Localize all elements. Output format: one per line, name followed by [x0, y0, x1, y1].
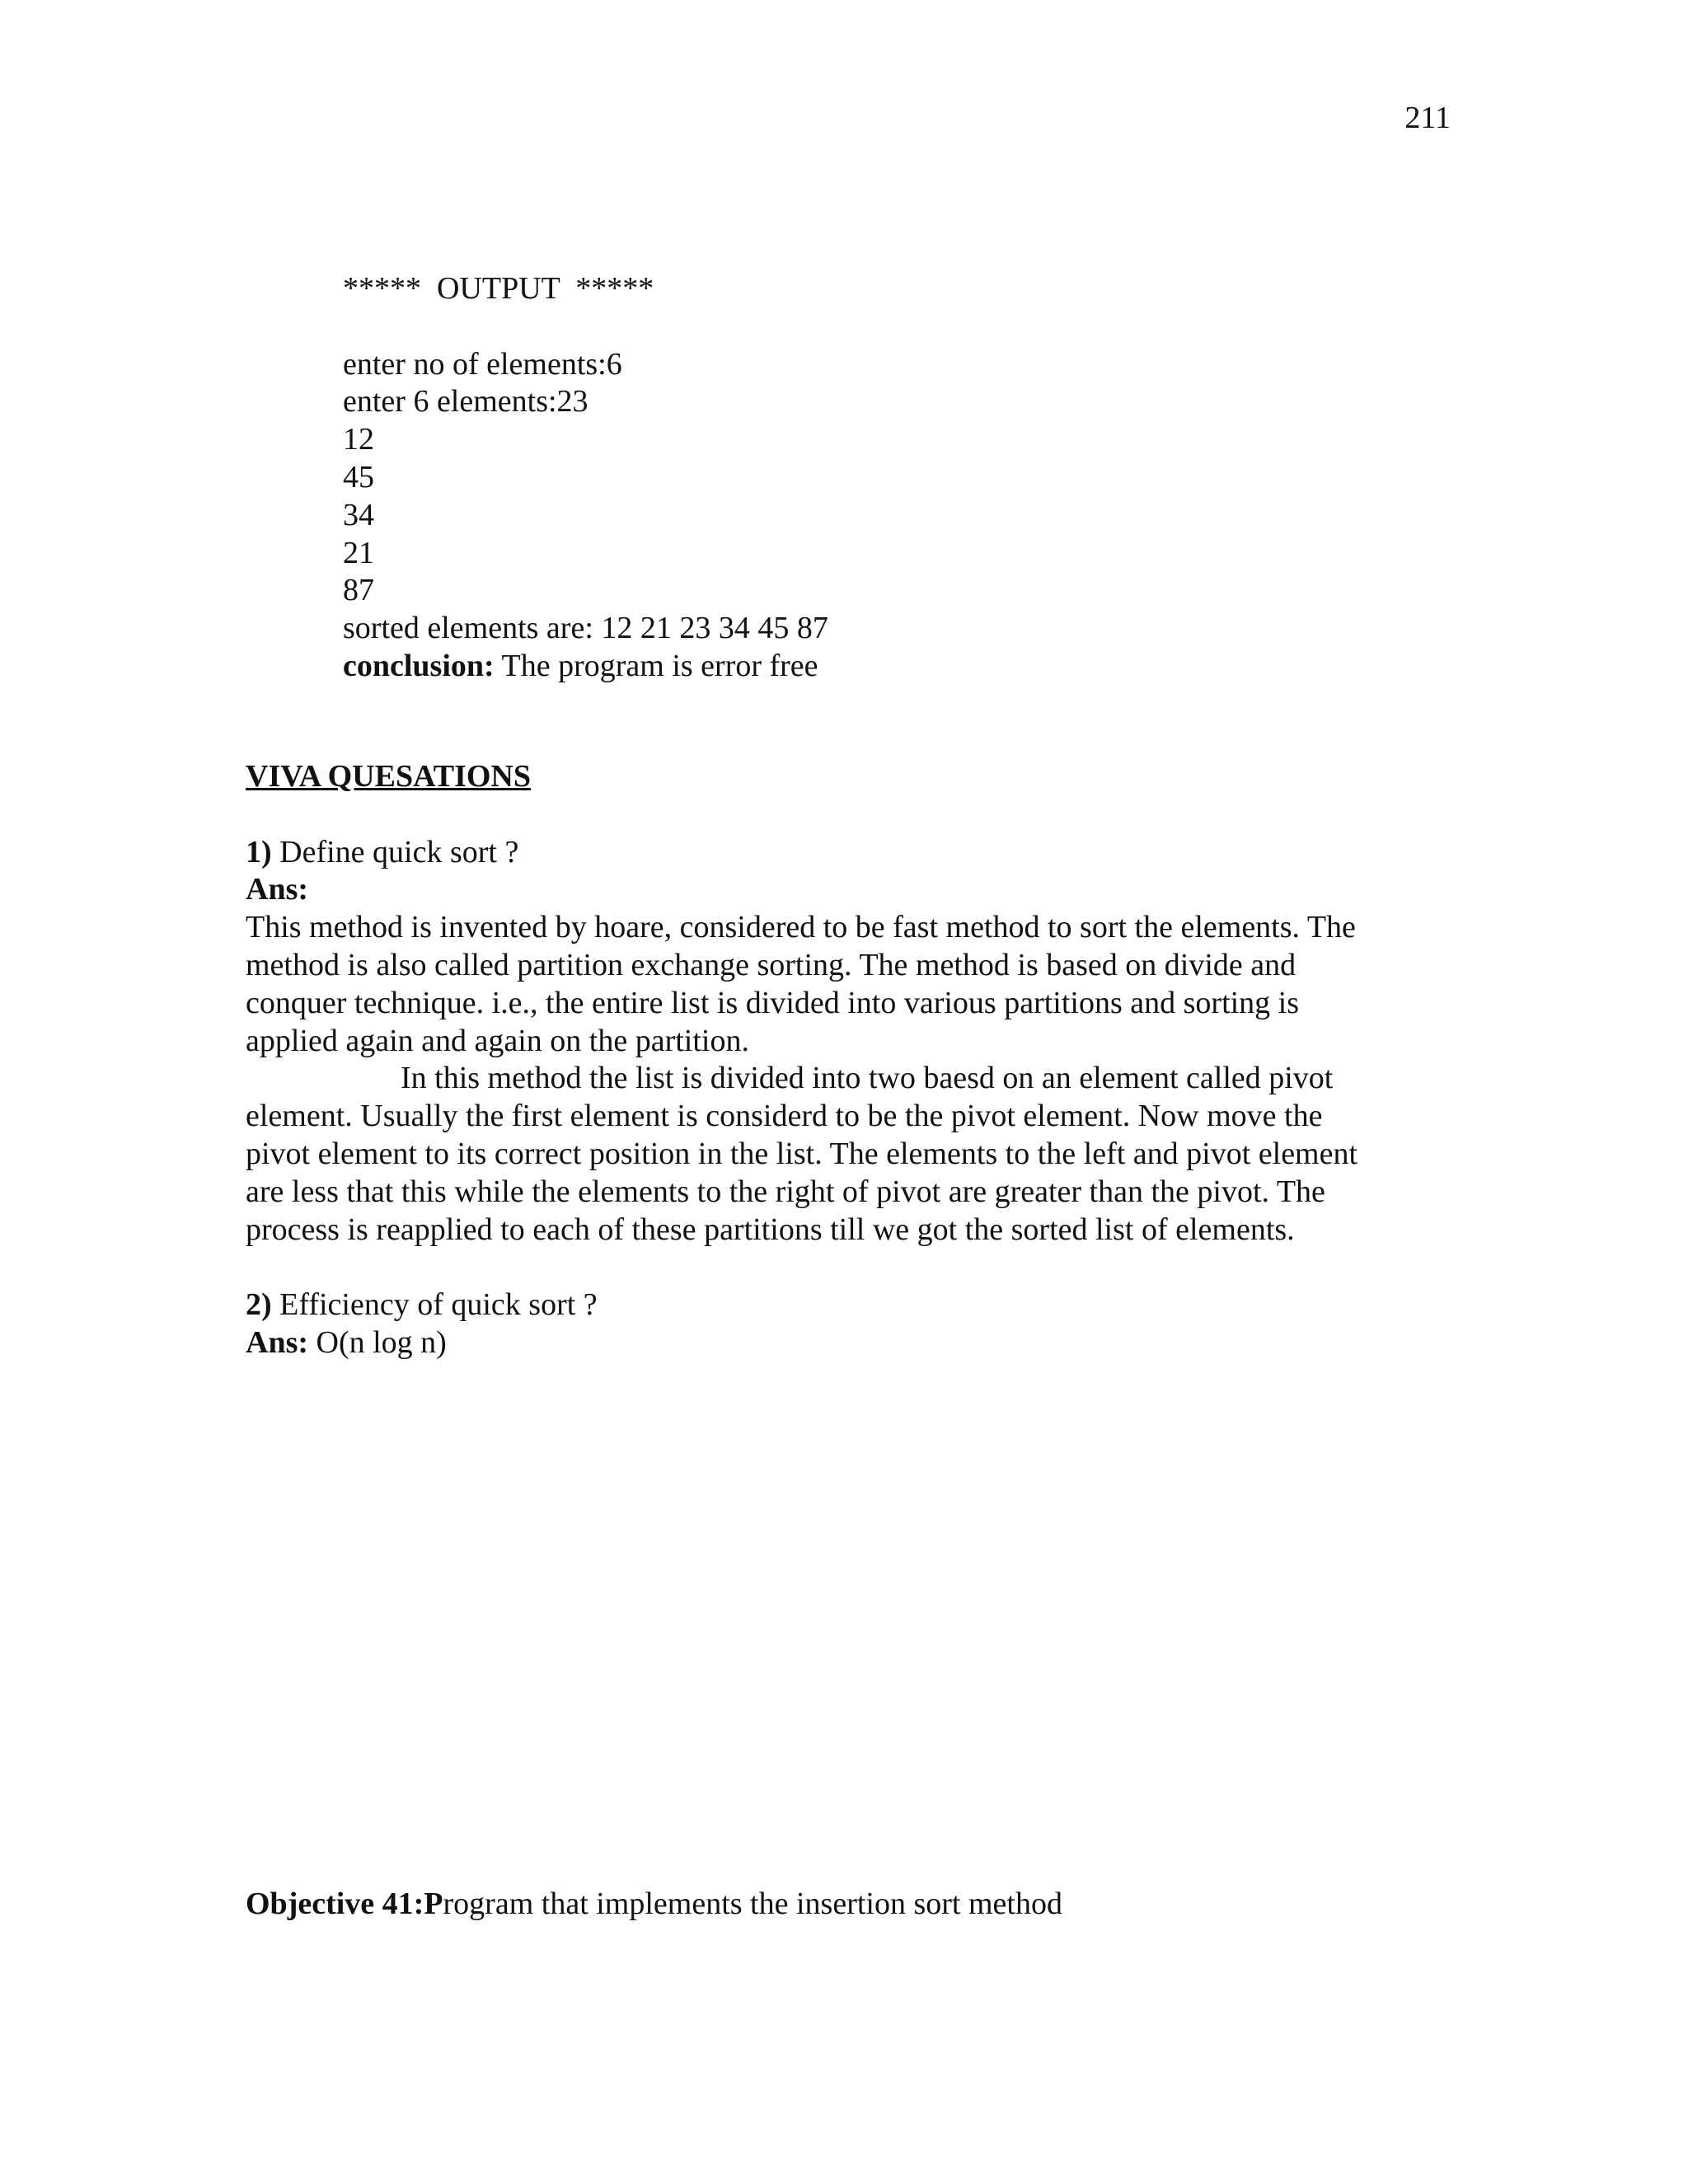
- output-line: sorted elements are: 12 21 23 34 45 87: [343, 611, 828, 646]
- question-1-number: 1): [246, 834, 272, 869]
- page-number: 211: [1404, 101, 1451, 135]
- conclusion-label: conclusion:: [343, 648, 495, 683]
- viva-section: [246, 758, 1424, 1362]
- answer-1-para1-line: applied again and again on the partition.: [246, 1023, 749, 1058]
- answer-1-para2-line: are less that this while the elements to the right of pivot are greater than the pivot. The: [246, 1174, 1325, 1209]
- output-line: 45: [343, 459, 374, 494]
- answer-1-label: Ans:: [246, 872, 309, 907]
- objective-label: Objective 41:P: [246, 1886, 443, 1921]
- answer-1-label-line: [246, 871, 1424, 909]
- answer-2: [246, 1324, 1424, 1362]
- question-1-text: Define quick sort ?: [271, 834, 519, 869]
- conclusion-line: [343, 648, 1414, 686]
- question-1: [246, 834, 1424, 872]
- output-line: enter no of elements:6: [343, 346, 622, 382]
- objective-heading: [246, 1885, 1424, 1923]
- viva-heading: VIVA QUESATIONS: [246, 759, 531, 794]
- output-line: 34: [343, 497, 374, 532]
- output-line: enter 6 elements:23: [343, 384, 588, 419]
- output-section: [343, 270, 1414, 686]
- answer-1-para2-line: element. Usually the first element is considerd to be the pivot element. Now move the: [246, 1099, 1323, 1134]
- output-line: 12: [343, 422, 374, 457]
- output-line: 87: [343, 573, 374, 608]
- answer-1-para1-line: conquer technique. i.e., the entire list is divided into various partitions and sorting is: [246, 985, 1300, 1020]
- output-heading: ***** OUTPUT *****: [343, 271, 654, 306]
- answer-2-text: O(n log n): [308, 1324, 447, 1360]
- answer-1-para2-line: In this method the list is divided into two baesd on an element called pivot: [401, 1061, 1334, 1096]
- answer-1-para2-line: process is reapplied to each of these partitions till we got the sorted list of elements.: [246, 1212, 1295, 1247]
- answer-1-para1-line: This method is invented by hoare, considered to be fast method to sort the elements. The: [246, 910, 1356, 945]
- objective-text: rogram that implements the insertion sort method: [443, 1886, 1062, 1921]
- question-2-text: Efficiency of quick sort ?: [271, 1287, 598, 1323]
- answer-1-para2-line: pivot element to its correct position in the list. The elements to the left and pivot element: [246, 1136, 1358, 1171]
- conclusion-text: The program is error free: [494, 648, 818, 683]
- question-2-number: 2): [246, 1287, 272, 1323]
- answer-2-label: Ans:: [246, 1324, 309, 1360]
- question-2: [246, 1286, 1424, 1324]
- output-line: 21: [343, 535, 374, 570]
- answer-1-para1-line: method is also called partition exchange sorting. The method is based on divide and: [246, 947, 1296, 982]
